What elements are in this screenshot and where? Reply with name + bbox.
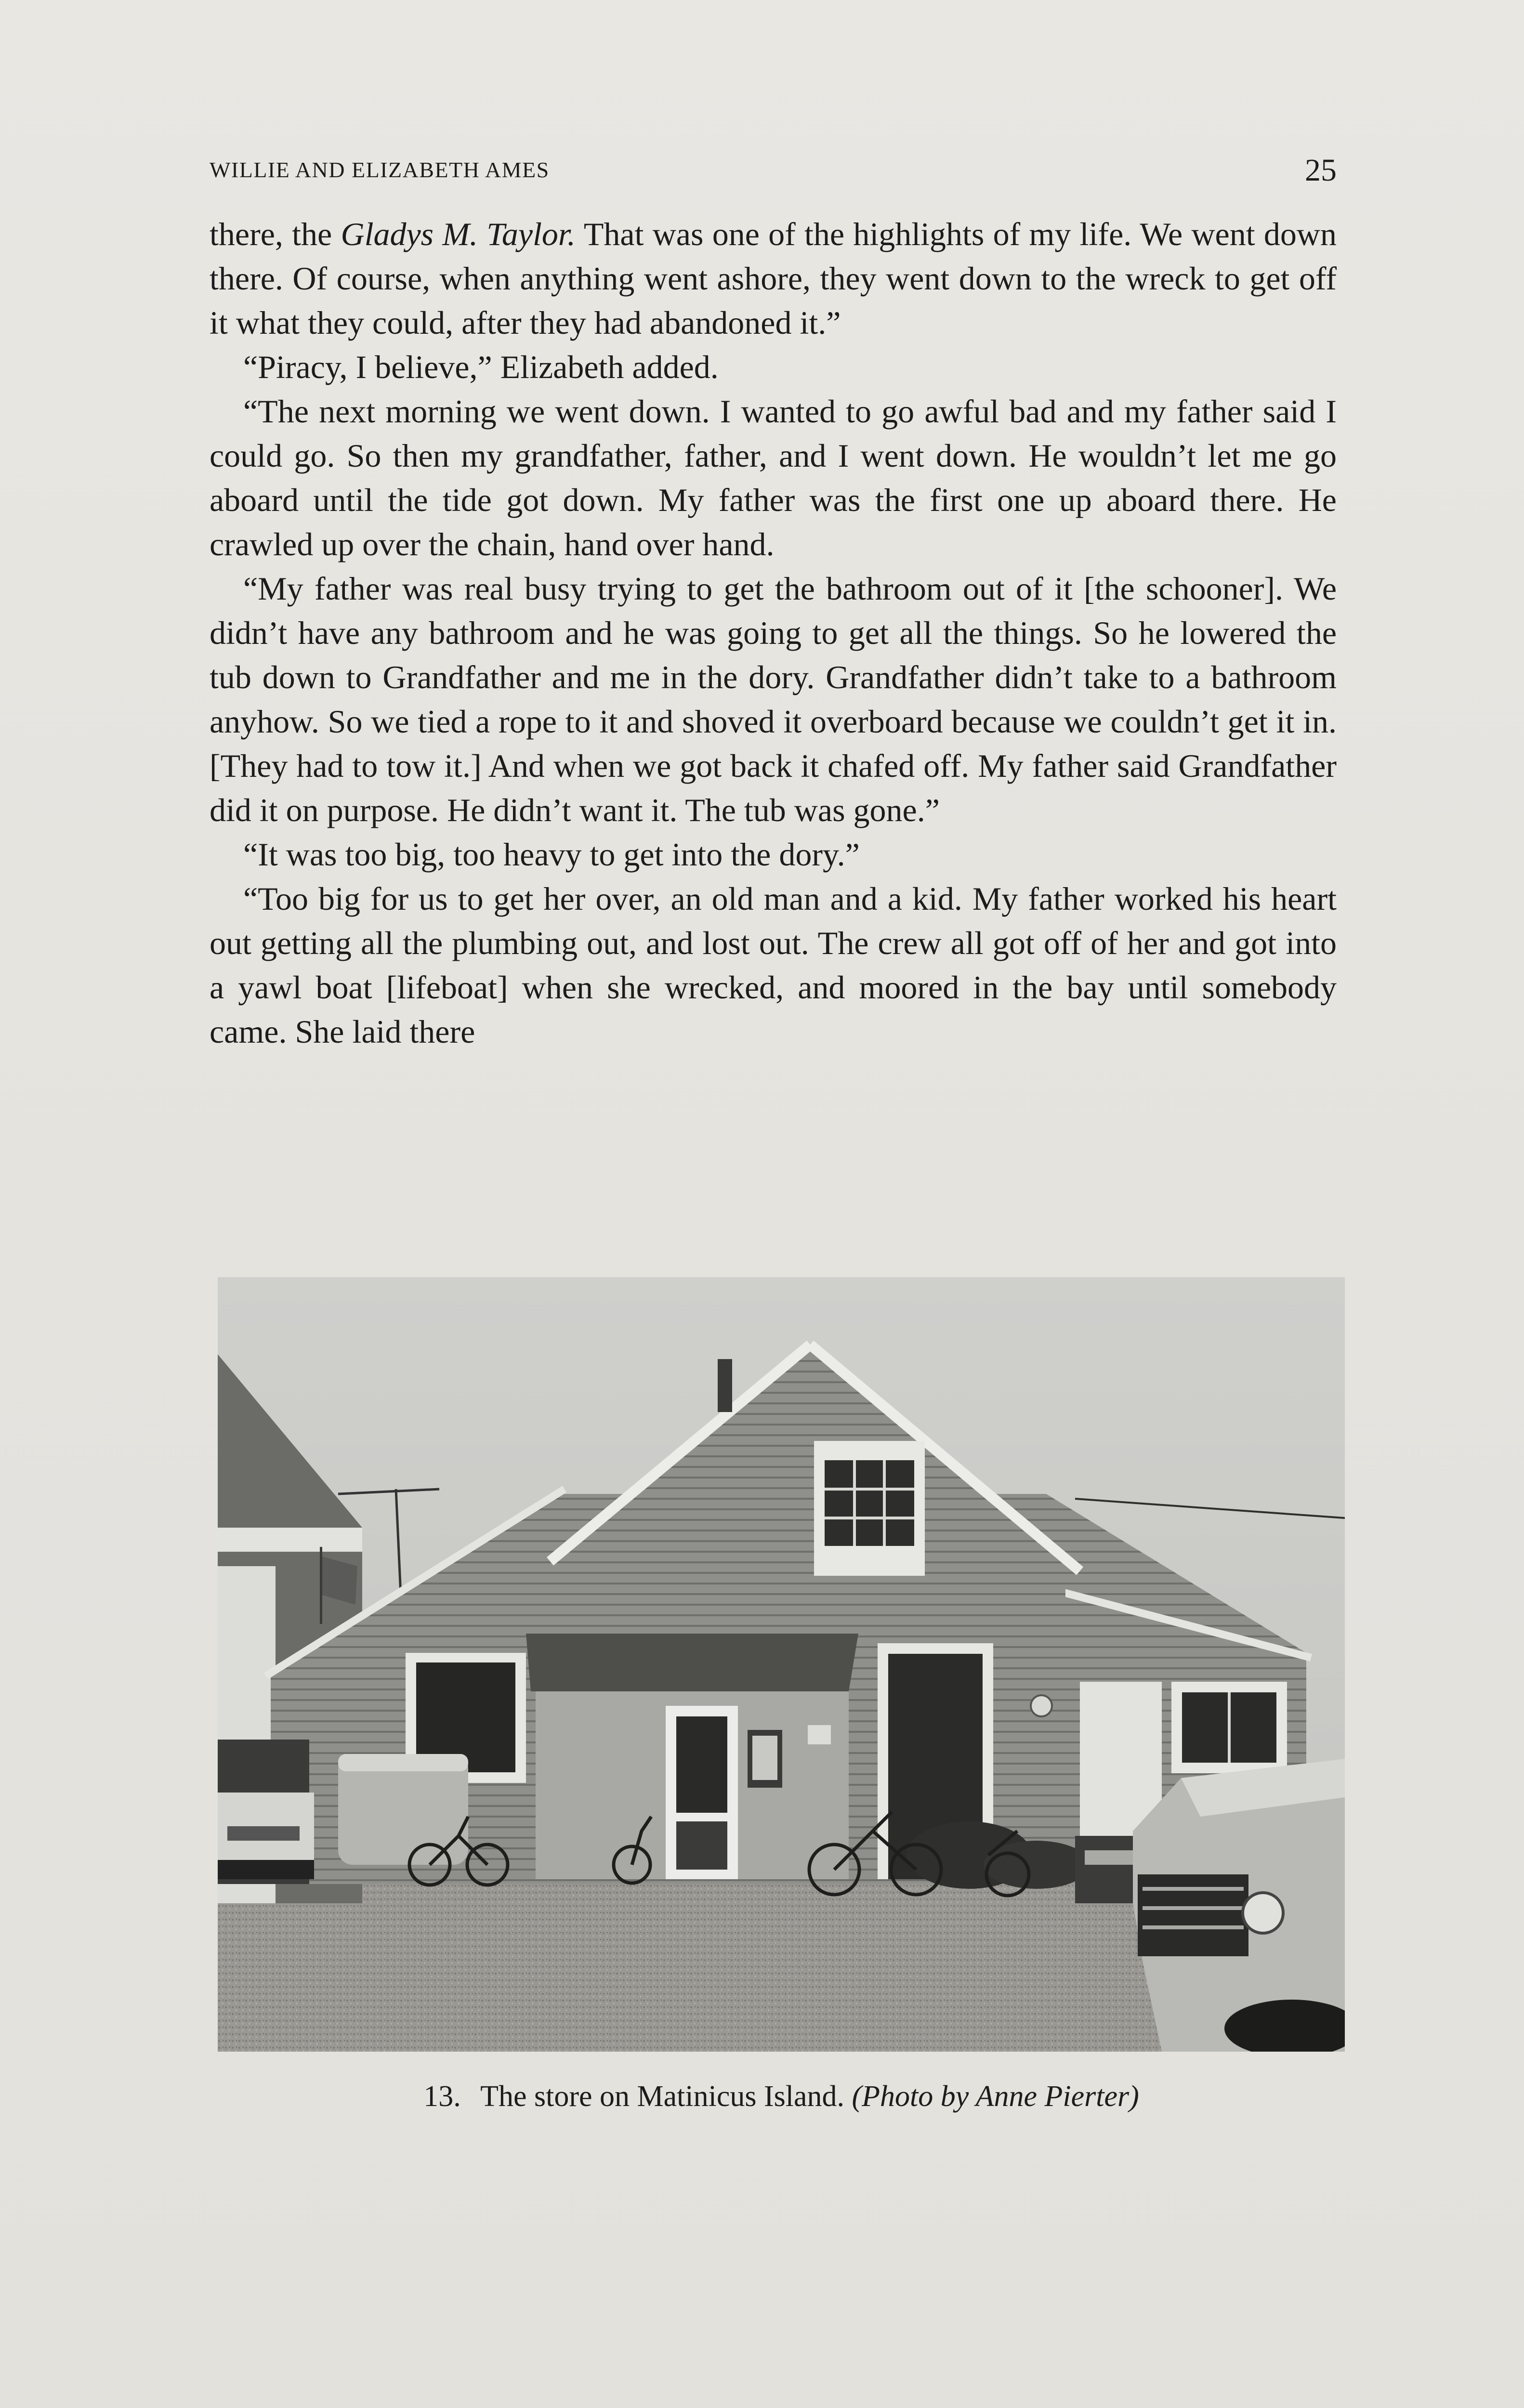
paragraph-text: “My father was real busy trying to get the bathroom out of it [the schooner]. We didn’t have any bathroom and he was going to get all the things. So he lowered the tub down to Grandfather and me in the dory. Grandfather didn’t take to a bathroom anyhow. So we tied a rope to it and shoved it overboard because we couldn’t get it in. [They had to tow it.] And when we got back it chafed off. My father said Grandfather did it on purpose. He didn’t want it. The tub was gone.” (210, 570, 1337, 828)
store-photograph (218, 1277, 1345, 2052)
paragraph (210, 345, 1337, 389)
running-head-title: WILLIE AND ELIZABETH AMES (210, 157, 550, 182)
running-head (210, 152, 1337, 186)
photo-credit: (Photo by Anne Pierter) (852, 2080, 1139, 2113)
figure-caption-text: The store on Matinicus Island. (480, 2080, 844, 2113)
paragraph-text: “The next morning we went down. I wanted to go awful bad and my father said I could go. So then my grandfather, father, and I went down. He wouldn’t let me go aboard until the tide got down. My father was the first one up aboard there. He crawled up over the chain, hand over hand. (210, 393, 1337, 563)
figure-caption (218, 2080, 1345, 2114)
paragraph-text: there, the (210, 216, 341, 252)
paragraph-text: “Piracy, I believe,” Elizabeth added. (243, 349, 719, 385)
paragraph-text: That was one of the highlights of my life. We went down there. Of course, when anything went ashore, they went down to the wreck to get off it what they could, after they had abandoned it.” (210, 216, 1337, 341)
paragraph (210, 212, 1337, 345)
paragraph (210, 389, 1337, 566)
paragraph (210, 877, 1337, 1054)
italic-text: Gladys M. Taylor. (341, 216, 576, 252)
paragraph-text: “It was too big, too heavy to get into the dory.” (243, 836, 860, 873)
figure-number: 13. (423, 2080, 461, 2113)
body-text (210, 212, 1337, 1054)
paragraph-text: “Too big for us to get her over, an old man and a kid. My father worked his heart out getting all the plumbing out, and lost out. The crew all got off of her and got into a yawl boat [lifeboat] when she wrecked, and moored in the bay until somebody came. She laid there (210, 880, 1337, 1050)
paragraph (210, 566, 1337, 832)
page-number: 25 (1305, 153, 1337, 188)
store-photo-illustration (218, 1277, 1345, 2052)
paragraph (210, 832, 1337, 877)
